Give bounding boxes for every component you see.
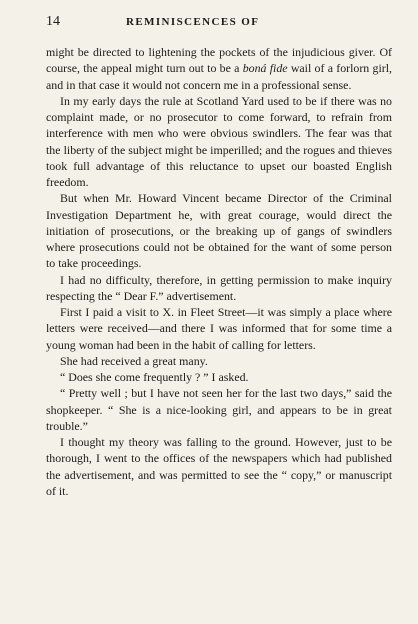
- paragraph-3: But when Mr. Howard Vincent became Director of the Criminal Investigation Department he, with great courage, would direct the initiation of prosecutions, or the breaking up of gangs of swindlers where prosecutions could not be obtained for the want of some person to take proceedings.: [46, 191, 392, 271]
- paragraph-1-text-before: might be directed to lightening the pockets of the injudicious giver. Of course, the appeal might turn out to be a: [46, 45, 392, 76]
- body-text: [46, 44, 392, 499]
- page-number: 14: [46, 14, 60, 29]
- running-title: REMINISCENCES OF: [126, 16, 260, 28]
- paragraph-4: I had no difficulty, therefore, in getting permission to make inquiry respecting the “ Dear F.” advertisement.: [46, 272, 392, 303]
- paragraph-6: She had received a great many.: [60, 353, 208, 368]
- paragraph-9: I thought my theory was falling to the ground. However, just to be thorough, I went to the offices of the newspapers which had published the advertisement, and was permitted to see the “ copy,” or manuscript of it.: [46, 435, 392, 498]
- paragraph-1-italic-phrase: boná fide: [242, 61, 288, 76]
- paragraph-5: First I paid a visit to X. in Fleet Street—it was simply a place where letters were received—and there I was informed that for some time a young woman had been in the habit of calling for letters.: [46, 305, 392, 352]
- paragraph-2: In my early days the rule at Scotland Yard used to be if there was no complaint made, or no prosecutor to come forward, to refrain from interference with men who were obvious swindlers. The fear was that the liberty of the subject might be imperilled; and the rogues and thieves took full advantage of this reluctance to upset our boasted English freedom.: [46, 93, 392, 189]
- paragraph-8: “ Pretty well ; but I have not seen her for the last two days,” said the shopkeeper. “ She is a nice-looking girl, and appears to be in great trouble.”: [46, 386, 392, 433]
- paragraph-1: [46, 44, 392, 93]
- paragraph-1-text-after: wail of a forlorn girl, and in that case it would not concern me in a professional sense.: [46, 61, 392, 92]
- page-header: [46, 14, 392, 36]
- paragraph-7: “ Does she come frequently ? ” I asked.: [60, 370, 249, 384]
